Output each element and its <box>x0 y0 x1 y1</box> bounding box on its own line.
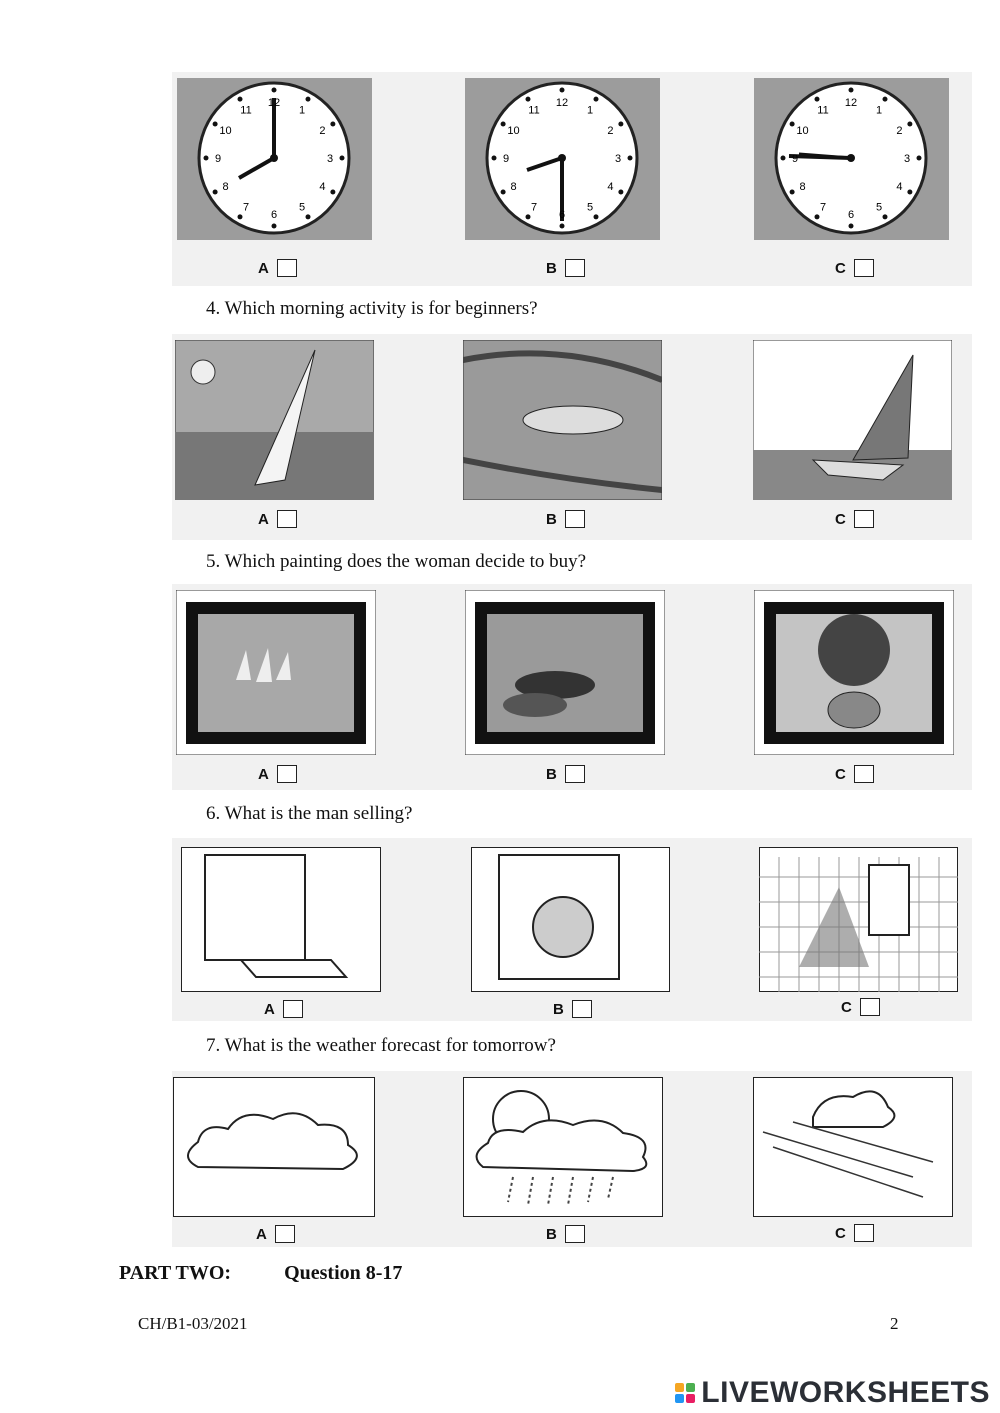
clock-tick <box>306 214 311 219</box>
clock-number: 5 <box>875 201 883 214</box>
cloudy-weather-image <box>173 1077 375 1217</box>
part-two-heading <box>119 1262 402 1285</box>
clock-tick <box>594 97 599 102</box>
clock-tick <box>781 156 786 161</box>
clock-number: 6 <box>847 209 855 221</box>
option-label: B <box>546 1225 557 1243</box>
clock-number: 10 <box>219 125 232 137</box>
clock-tick <box>560 224 565 229</box>
clock-tick <box>213 190 218 195</box>
option-label: A <box>258 765 269 783</box>
clock-tick <box>330 122 335 127</box>
clock-number: 8 <box>222 181 229 193</box>
clock-tick <box>917 156 922 161</box>
clock-number: 10 <box>796 125 809 137</box>
clock-tick <box>526 214 531 219</box>
sailing-image <box>753 340 952 500</box>
option-c-7[interactable] <box>835 1224 874 1242</box>
clock-tick <box>306 97 311 102</box>
checkbox[interactable] <box>283 1000 303 1018</box>
clock-number: 6 <box>558 209 566 221</box>
brand-icon <box>675 1383 695 1403</box>
checkbox[interactable] <box>277 765 297 783</box>
clock-number: 12 <box>844 97 858 109</box>
clock-tick <box>330 190 335 195</box>
clock-number: 3 <box>614 153 622 165</box>
question-6: 6. What is the man selling? <box>206 803 413 824</box>
page-number: 2 <box>890 1314 899 1333</box>
option-a-3[interactable] <box>258 259 297 277</box>
clock-number: 6 <box>270 209 278 221</box>
option-c-5[interactable] <box>835 765 874 783</box>
clock-tick <box>790 190 795 195</box>
clock-number: 9 <box>502 153 510 165</box>
clock-tick <box>907 190 912 195</box>
clock-number: 11 <box>528 104 540 117</box>
clock-number: 4 <box>607 181 614 193</box>
clock-tick <box>501 190 506 195</box>
clock-number: 12 <box>555 97 569 109</box>
clock-number: 9 <box>791 153 799 165</box>
checkbox[interactable] <box>277 510 297 528</box>
painting-sailboats-image <box>176 590 376 755</box>
clock-number: 4 <box>319 181 326 193</box>
clock-tick <box>594 214 599 219</box>
option-c-6[interactable] <box>841 998 880 1016</box>
clock-number: 2 <box>896 125 903 137</box>
checkbox[interactable] <box>572 1000 592 1018</box>
clock-tick <box>238 97 243 102</box>
clock-number: 7 <box>530 201 538 214</box>
clock-number: 3 <box>903 153 911 165</box>
checkbox[interactable] <box>854 259 874 277</box>
option-label: B <box>546 259 557 277</box>
clock-number: 2 <box>607 125 614 137</box>
option-c-4[interactable] <box>835 510 874 528</box>
clock-number: 3 <box>326 153 334 165</box>
painting-horses-image <box>465 590 665 755</box>
clock-number: 1 <box>298 104 306 117</box>
clock-tick <box>492 156 497 161</box>
windsurfing-image <box>175 340 374 500</box>
clock-number: 10 <box>507 125 520 137</box>
checkbox[interactable] <box>565 259 585 277</box>
clock-tick <box>340 156 345 161</box>
option-a-4[interactable] <box>258 510 297 528</box>
clock-tick <box>272 224 277 229</box>
brand-square-4 <box>686 1394 695 1403</box>
clock-a-image <box>177 78 372 240</box>
washing-machine-image <box>471 847 670 992</box>
option-label: C <box>835 765 846 783</box>
clock-number: 7 <box>242 201 250 214</box>
checkbox[interactable] <box>565 1225 585 1243</box>
option-b-3[interactable] <box>546 259 585 277</box>
option-label: C <box>835 510 846 528</box>
checkbox[interactable] <box>854 510 874 528</box>
swimming-image <box>463 340 662 500</box>
option-label: C <box>841 998 852 1016</box>
clock-tick <box>501 122 506 127</box>
option-a-6[interactable] <box>264 1000 303 1018</box>
checkbox[interactable] <box>275 1225 295 1243</box>
clock-number: 2 <box>319 125 326 137</box>
clock-number: 11 <box>817 104 829 117</box>
clock-tick <box>815 97 820 102</box>
brand-name: LIVEWORKSHEETS <box>701 1376 990 1409</box>
clock-number: 5 <box>298 201 306 214</box>
clock-number: 9 <box>214 153 222 165</box>
option-b-6[interactable] <box>553 1000 592 1018</box>
brand-square-3 <box>675 1394 684 1403</box>
clock-number: 1 <box>586 104 594 117</box>
dishwasher-image <box>181 847 381 992</box>
clock-tick <box>238 214 243 219</box>
clock-b-image <box>465 78 660 240</box>
clock-tick <box>883 214 888 219</box>
brand-square-2 <box>686 1383 695 1392</box>
clock-number: 8 <box>510 181 517 193</box>
clock-number: 1 <box>875 104 883 117</box>
option-label: C <box>835 259 846 277</box>
clock-tick <box>213 122 218 127</box>
part-two-label: PART TWO: <box>119 1262 232 1284</box>
brand-square-1 <box>675 1383 684 1392</box>
checkbox[interactable] <box>565 510 585 528</box>
option-b-4[interactable] <box>546 510 585 528</box>
electric-shower-image <box>759 847 958 992</box>
painting-flowers-image <box>754 590 954 755</box>
option-a-5[interactable] <box>258 765 297 783</box>
windy-weather-image <box>753 1077 953 1217</box>
option-label: C <box>835 1224 846 1242</box>
question-7: 7. What is the weather forecast for tomorrow? <box>206 1035 556 1056</box>
clock-tick <box>849 88 854 93</box>
clock-tick <box>204 156 209 161</box>
clock-number: 8 <box>799 181 806 193</box>
clock-tick <box>790 122 795 127</box>
clock-number: 7 <box>819 201 827 214</box>
clock-c-image <box>754 78 949 240</box>
clock-tick <box>628 156 633 161</box>
checkbox[interactable] <box>565 765 585 783</box>
option-b-5[interactable] <box>546 765 585 783</box>
checkbox[interactable] <box>860 998 880 1016</box>
option-label: B <box>546 510 557 528</box>
clock-tick <box>618 122 623 127</box>
clock-tick <box>618 190 623 195</box>
checkbox[interactable] <box>277 259 297 277</box>
option-label: A <box>264 1000 275 1018</box>
question-5: 5. Which painting does the woman decide to buy? <box>206 551 587 572</box>
clock-tick <box>560 88 565 93</box>
checkbox[interactable] <box>854 1224 874 1242</box>
option-label: B <box>553 1000 564 1018</box>
checkbox[interactable] <box>854 765 874 783</box>
liveworksheets-logo <box>675 1376 990 1410</box>
clock-tick <box>907 122 912 127</box>
sun-rain-weather-image <box>463 1077 663 1217</box>
clock-tick <box>815 214 820 219</box>
clock-number: 4 <box>896 181 903 193</box>
option-label: A <box>258 510 269 528</box>
part-two-range: Question 8-17 <box>284 1262 403 1284</box>
option-label: B <box>546 765 557 783</box>
option-label: A <box>256 1225 267 1243</box>
option-label: A <box>258 259 269 277</box>
question-4: 4. Which morning activity is for beginners? <box>206 298 538 319</box>
document-code: CH/B1-03/2021 <box>138 1314 248 1333</box>
clock-tick <box>272 88 277 93</box>
clock-tick <box>883 97 888 102</box>
clock-tick <box>849 224 854 229</box>
clock-number: 12 <box>267 97 281 109</box>
option-a-7[interactable] <box>256 1225 295 1243</box>
option-b-7[interactable] <box>546 1225 585 1243</box>
clock-tick <box>526 97 531 102</box>
option-c-3[interactable] <box>835 259 874 277</box>
clock-number: 5 <box>586 201 594 214</box>
clock-number: 11 <box>240 104 252 117</box>
